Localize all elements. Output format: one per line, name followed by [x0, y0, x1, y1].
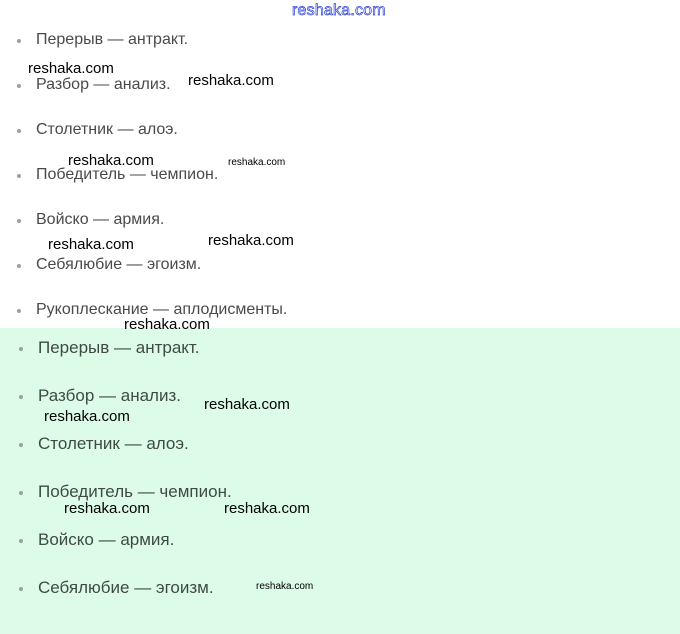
list-item [0, 577, 232, 625]
bullet-icon [19, 443, 23, 447]
list-item-text: Разбор — анализ. [38, 386, 181, 405]
watermark: reshaka.com [124, 316, 210, 333]
synonym-list-highlighted [0, 337, 232, 625]
bullet-icon [17, 309, 21, 313]
list-item-text: Победитель — чемпион. [38, 482, 232, 501]
list-item-text: Себялюбие — эгоизм. [36, 256, 202, 273]
bullet-icon [17, 264, 21, 268]
list-item [0, 433, 232, 481]
watermark: reshaka.com [64, 500, 150, 517]
watermark: reshaka.com [228, 157, 286, 168]
bullet-icon [19, 395, 23, 399]
list-item [0, 337, 232, 385]
bullet-icon [17, 174, 21, 178]
watermark: reshaka.com [224, 500, 310, 517]
list-item-text: Столетник — алоэ. [38, 434, 189, 453]
watermark: reshaka.com [48, 236, 134, 253]
list-item-text: Войско — армия. [36, 211, 165, 228]
list-item-text: Победитель — чемпион. [36, 166, 219, 183]
bullet-icon [17, 129, 21, 133]
list-item-text: Разбор — анализ. [36, 76, 171, 93]
list-item [0, 255, 287, 300]
list-item-text: Перерыв — антракт. [38, 338, 200, 357]
bullet-icon [19, 347, 23, 351]
watermark: reshaka.com [68, 152, 154, 169]
bullet-icon [19, 491, 23, 495]
watermark: reshaka.com [28, 60, 114, 77]
list-item-text: Войско — армия. [38, 530, 175, 549]
watermark: reshaka.com [44, 408, 130, 425]
watermark: reshaka.com [208, 232, 294, 249]
answer-list-highlighted [0, 328, 680, 634]
watermark: reshaka.com [204, 396, 290, 413]
watermark: reshaka.com [188, 72, 274, 89]
bullet-icon [19, 587, 23, 591]
list-item-text: Рукоплескание — аплодисменты. [36, 301, 288, 318]
bullet-icon [17, 84, 21, 88]
list-item-text: Перерыв — антракт. [36, 31, 189, 48]
list-item [0, 165, 287, 210]
bullet-icon [19, 539, 23, 543]
list-item-text: Столетник — алоэ. [36, 121, 178, 138]
bullet-icon [17, 219, 21, 223]
bullet-icon [17, 39, 21, 43]
site-watermark-header: reshaka.com [292, 2, 386, 19]
list-item [0, 529, 232, 577]
list-item-text: Себялюбие — эгоизм. [38, 578, 214, 597]
watermark: reshaka.com [256, 581, 314, 592]
